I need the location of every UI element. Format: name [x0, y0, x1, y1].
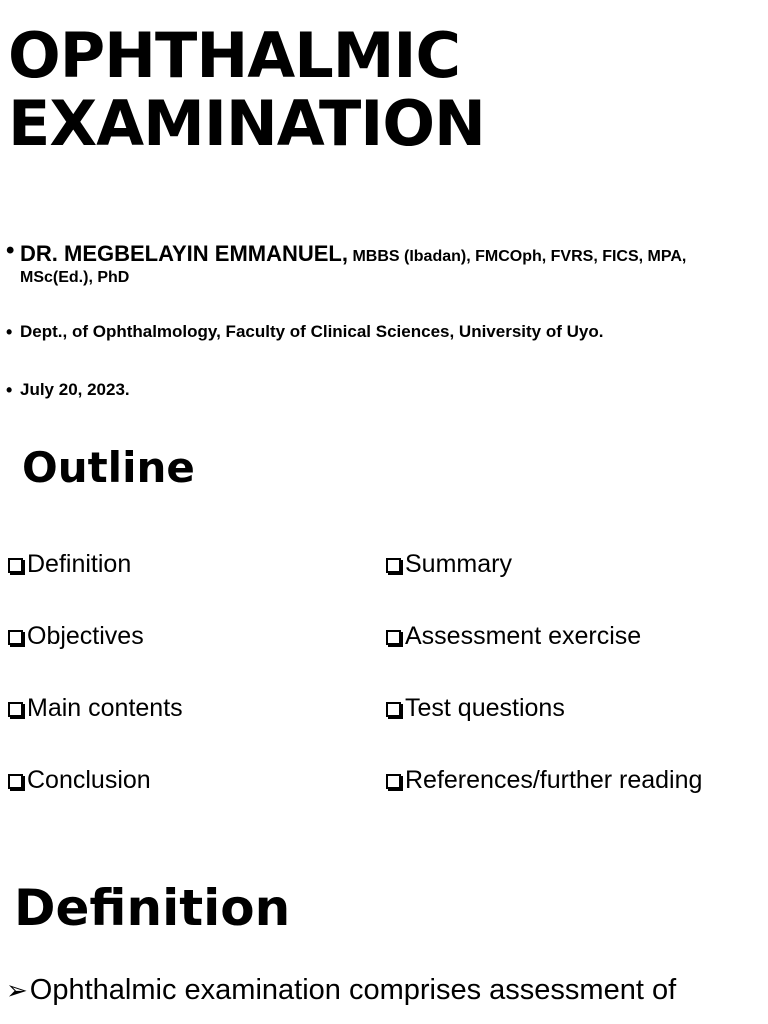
- checkbox-square-icon: [386, 558, 401, 573]
- outline-list-left: [8, 542, 183, 830]
- outline-item: [8, 614, 183, 686]
- checkbox-square-icon: [8, 558, 23, 573]
- outline-item: [386, 542, 702, 614]
- outline-item-label: Summary: [405, 550, 512, 578]
- outline-item-label: Test questions: [405, 694, 565, 722]
- checkbox-square-icon: [386, 630, 401, 645]
- arrowhead-bullet-icon: ➢: [6, 975, 28, 1005]
- checkbox-square-icon: [386, 702, 401, 717]
- bullet-dot-icon: •: [6, 322, 13, 342]
- checkbox-square-icon: [8, 702, 23, 717]
- definition-paragraph: [6, 968, 676, 1012]
- outline-item-label: Main contents: [27, 694, 183, 722]
- date-bullet: [6, 379, 762, 401]
- checkbox-square-icon: [8, 774, 23, 789]
- outline-item-label: Assessment exercise: [405, 622, 642, 650]
- outline-item-label: Conclusion: [27, 766, 151, 794]
- department-text: Dept., of Ophthalmology, Faculty of Clinical Sciences, University of Uyo.: [20, 322, 604, 341]
- author-name: DR. MEGBELAYIN EMMANUEL,: [20, 241, 348, 266]
- outline-item: [8, 542, 183, 614]
- checkbox-square-icon: [8, 630, 23, 645]
- title-line-1: OPHTHALMIC: [8, 19, 460, 92]
- bullet-dot-icon: •: [6, 380, 13, 400]
- outline-item: [386, 614, 702, 686]
- document-title: [8, 19, 485, 160]
- outline-item: [8, 758, 183, 830]
- definition-text: Ophthalmic examination comprises assessment of: [29, 974, 677, 1006]
- outline-item: [386, 758, 702, 830]
- date-text: July 20, 2023.: [20, 380, 130, 399]
- definition-heading: Definition: [14, 879, 291, 937]
- outline-item-label: Definition: [27, 550, 132, 578]
- author-credentials: MBBS (Ibadan), FMCOph, FVRS, FICS, MPA, MSc(Ed.), PhD: [20, 248, 687, 286]
- outline-item: [8, 686, 183, 758]
- checkbox-square-icon: [386, 774, 401, 789]
- outline-list-right: [386, 542, 702, 830]
- outline-item-label: References/further reading: [405, 766, 703, 794]
- title-line-2: EXAMINATION: [8, 87, 485, 160]
- outline-item-label: Objectives: [27, 622, 144, 650]
- outline-heading: Outline: [22, 443, 195, 492]
- author-bullet: [6, 237, 762, 288]
- bullet-dot-icon: •: [6, 237, 15, 264]
- outline-item: [386, 686, 702, 758]
- department-bullet: [6, 321, 762, 343]
